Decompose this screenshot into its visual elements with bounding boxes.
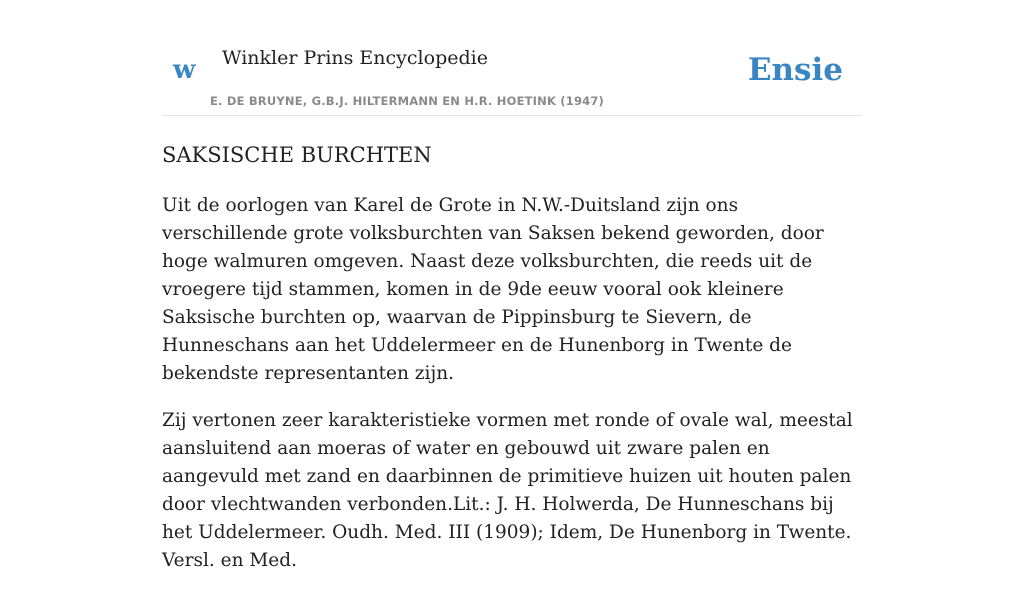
article-paragraph: Zij vertonen zeer karakteristieke vormen met ronde of ovale wal, meestal aansluitend aan moeras of water en gebouwd uit zware palen en aangevuld met zand en daarbinnen de primitieve huizen uit houten palen door vlechtwanden verbonden.Lit.: J. H. Holwerda, De Hunneschans bij het Uddelermeer. Oudh. Med. III (1909); Idem, De Hunenborg in Twente. Versl. en Med. (162, 410, 853, 571)
source-title-link[interactable]: Winkler Prins Encyclopedie (222, 47, 488, 69)
article-title: SAKSISCHE BURCHTEN (162, 143, 432, 167)
source-logo-icon[interactable]: w (173, 55, 196, 85)
article-body (162, 192, 862, 594)
brand-logo-link[interactable]: Ensie (747, 52, 843, 88)
header-divider (162, 115, 862, 116)
source-authors: E. DE BRUYNE, G.B.J. HILTERMANN EN H.R. HOETINK (1947) (210, 94, 605, 108)
article-paragraph: Uit de oorlogen van Karel de Grote in N.W.-Duitsland zijn ons verschillende grote volksburchten van Saksen bekend geworden, door hoge walmuren omgeven. Naast deze volksburchten, die reeds uit de vroegere tijd stammen, komen in de 9de eeuw vooral ook kleinere Saksische burchten op, waarvan de Pippinsburg te Sievern, de Hunneschans aan het Uddelermeer en de Hunenborg in Twente de bekendste representanten zijn. (162, 195, 824, 384)
